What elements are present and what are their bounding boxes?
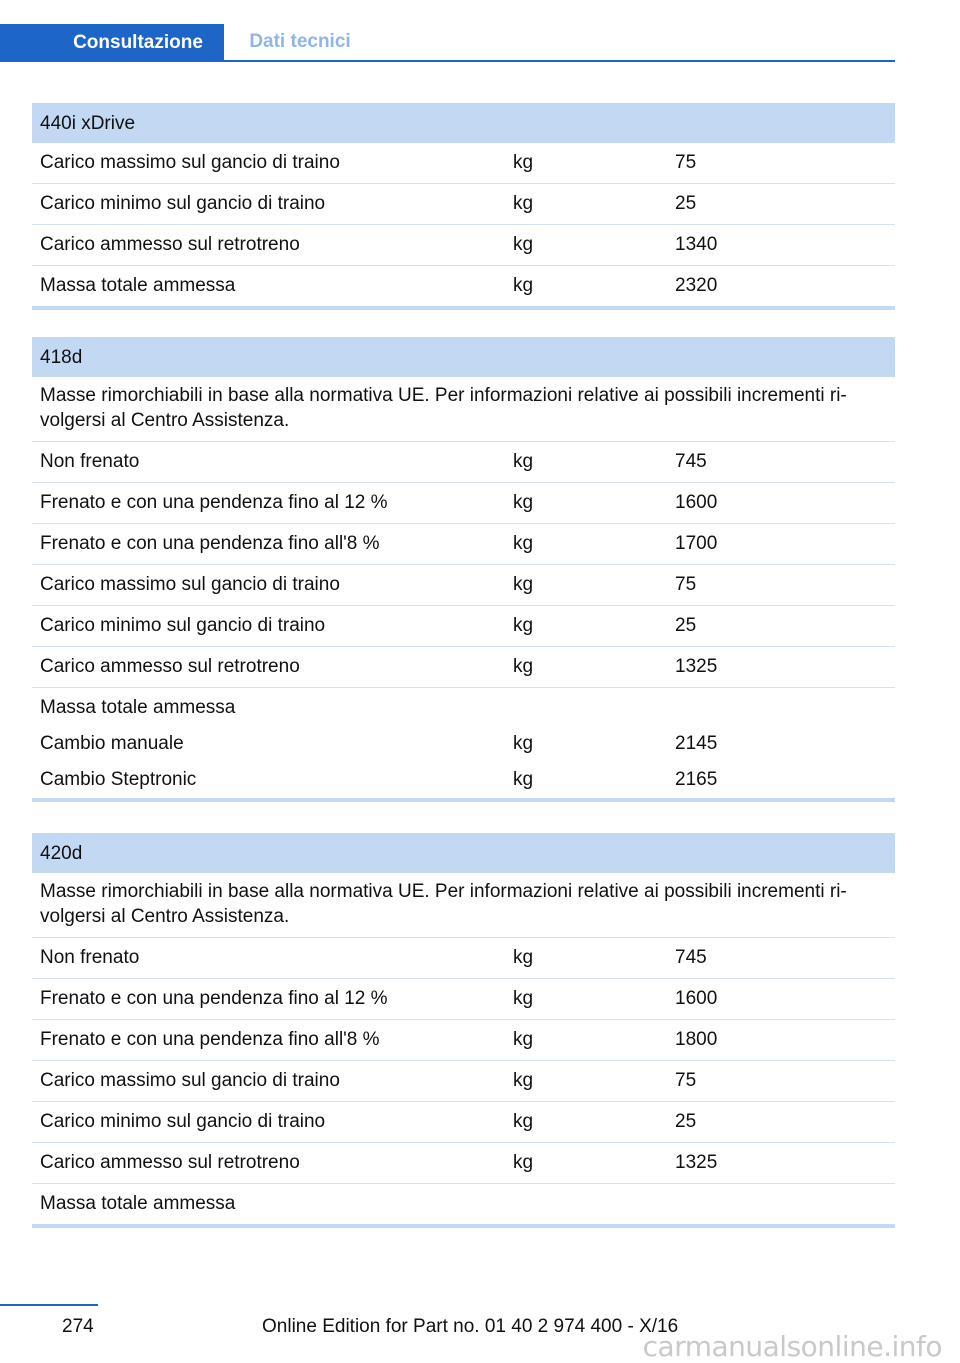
row-label: Frenato e con una pendenza fino al 12 %: [32, 979, 505, 1020]
row-label: Massa totale ammessa: [40, 275, 236, 296]
table-row: [32, 1102, 895, 1143]
row-label: Carico massimo sul gancio di traino: [32, 565, 505, 606]
table-row: [32, 1061, 895, 1102]
table-row: [32, 483, 895, 524]
table-row: [32, 143, 895, 184]
spec-table-420d: [32, 833, 895, 1228]
row-value: 1325: [667, 647, 895, 688]
table-note: Masse rimorchiabili in base alla normativa UE. Per informazioni relative ai possibili incrementi ri-volgersi al Centro Assistenza.: [32, 873, 895, 938]
group-label: Massa totale ammessa: [40, 697, 236, 718]
row-label: Frenato e con una pendenza fino al 12 %: [32, 483, 505, 524]
row-unit: kg: [505, 979, 667, 1020]
row-value: 1600: [667, 979, 895, 1020]
row-unit: kg: [505, 1061, 667, 1102]
header-rule: [0, 60, 895, 62]
row-value: 2165: [675, 769, 718, 790]
row-value: 2145: [675, 733, 718, 754]
table-row: [32, 647, 895, 688]
row-value: 1800: [667, 1020, 895, 1061]
table-group-row: [32, 1184, 895, 1227]
row-unit: kg: [513, 769, 534, 790]
table-row: [32, 266, 895, 309]
row-label: Non frenato: [32, 442, 505, 483]
row-value: 2320: [675, 275, 718, 296]
table-row: [32, 442, 895, 483]
row-unit: kg: [505, 143, 667, 184]
row-value: 25: [667, 184, 895, 225]
table-header-row: [32, 103, 895, 143]
group-label: Massa totale ammessa: [40, 1193, 236, 1214]
table-title: 440i xDrive: [32, 103, 895, 143]
row-value: 745: [667, 442, 895, 483]
table-note-row: [32, 377, 895, 442]
footer-rule: [0, 1304, 98, 1306]
row-label: Non frenato: [32, 938, 505, 979]
row-label: Cambio manuale: [40, 733, 184, 754]
row-unit: kg: [505, 565, 667, 606]
page-number: 274: [62, 1316, 94, 1337]
table-note-row: [32, 873, 895, 938]
row-label: Carico massimo sul gancio di traino: [32, 1061, 505, 1102]
table-row: [32, 762, 895, 800]
row-unit: kg: [505, 938, 667, 979]
table-row: [32, 184, 895, 225]
row-label: Carico massimo sul gancio di traino: [32, 143, 505, 184]
row-unit: kg: [513, 275, 534, 296]
row-value: 1600: [667, 483, 895, 524]
row-unit: kg: [505, 647, 667, 688]
spec-table-440i-xdrive: [32, 103, 895, 310]
table-title: 418d: [32, 337, 895, 377]
tab-dati-tecnici[interactable]: Dati tecnici: [249, 31, 351, 52]
page-header: [0, 24, 895, 62]
row-label: Carico ammesso sul retrotreno: [32, 647, 505, 688]
row-unit: kg: [505, 1143, 667, 1184]
row-label: Frenato e con una pendenza fino all'8 %: [32, 1020, 505, 1061]
spec-table-418d: [32, 337, 895, 802]
row-label: Cambio Steptronic: [40, 769, 197, 790]
edition-text: Online Edition for Part no. 01 40 2 974 400 - X/16: [262, 1316, 679, 1337]
row-unit: kg: [505, 442, 667, 483]
table-row: [32, 1020, 895, 1061]
row-label: Carico minimo sul gancio di traino: [32, 606, 505, 647]
table-group-row: [32, 688, 895, 727]
table-note: Masse rimorchiabili in base alla normativa UE. Per informazioni relative ai possibili incrementi ri-volgersi al Centro Assistenza.: [32, 377, 895, 442]
table-row: [32, 565, 895, 606]
row-value: 1325: [667, 1143, 895, 1184]
row-label: Frenato e con una pendenza fino all'8 %: [32, 524, 505, 565]
row-value: 75: [667, 143, 895, 184]
row-unit: kg: [505, 483, 667, 524]
table-row: [32, 225, 895, 266]
row-unit: kg: [505, 184, 667, 225]
table-header-row: [32, 833, 895, 873]
row-unit: kg: [505, 606, 667, 647]
table-row: [32, 606, 895, 647]
row-unit: kg: [505, 1020, 667, 1061]
table-header-row: [32, 337, 895, 377]
row-label: Carico minimo sul gancio di traino: [32, 184, 505, 225]
row-unit: kg: [505, 1102, 667, 1143]
row-value: 1700: [667, 524, 895, 565]
table-row: [32, 938, 895, 979]
watermark: carmanualsonline.info: [642, 1330, 942, 1363]
row-value: 1340: [667, 225, 895, 266]
row-label: Carico minimo sul gancio di traino: [32, 1102, 505, 1143]
row-unit: kg: [513, 733, 534, 754]
row-value: 75: [667, 1061, 895, 1102]
row-value: 75: [667, 565, 895, 606]
tab-consultazione[interactable]: Consultazione: [0, 24, 224, 62]
row-label: Carico ammesso sul retrotreno: [32, 1143, 505, 1184]
table-row: [32, 1143, 895, 1184]
row-value: 745: [667, 938, 895, 979]
table-row: [32, 524, 895, 565]
row-unit: kg: [505, 524, 667, 565]
table-row: [32, 979, 895, 1020]
row-unit: kg: [505, 225, 667, 266]
row-value: 25: [667, 606, 895, 647]
table-title: 420d: [32, 833, 895, 873]
table-row: [32, 726, 895, 762]
row-label: Carico ammesso sul retrotreno: [32, 225, 505, 266]
row-value: 25: [667, 1102, 895, 1143]
